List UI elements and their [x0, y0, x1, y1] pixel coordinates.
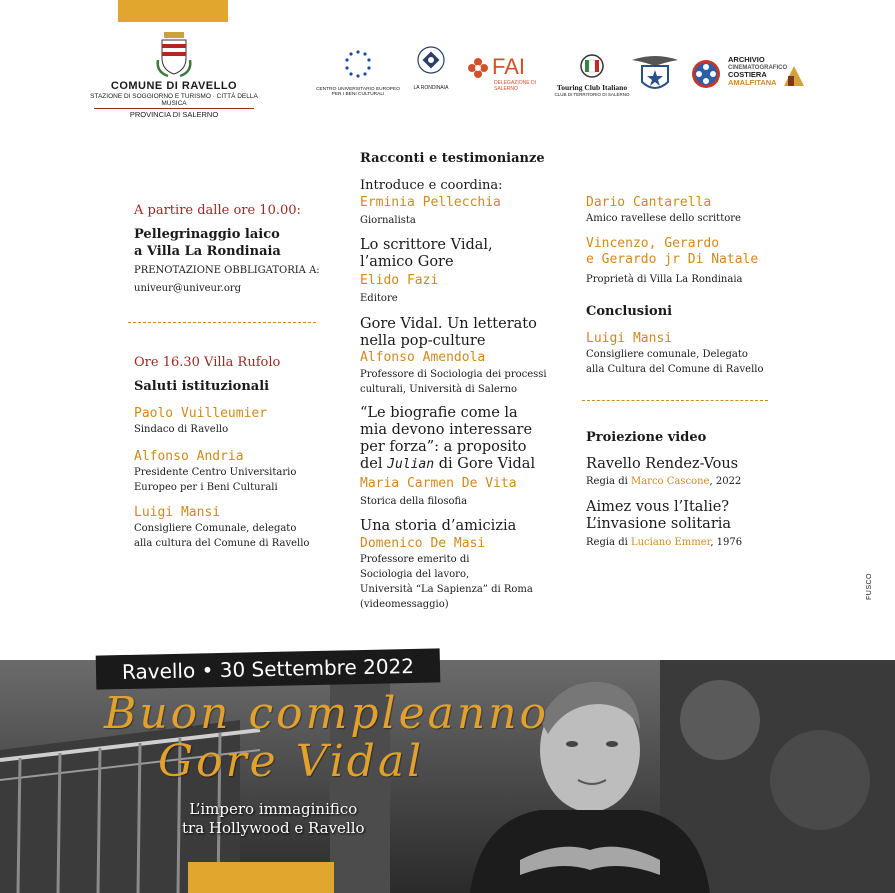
comune-subtitle: STAZIONE DI SOGGIORNO E TURISMO · CITTÀ DELLA MUSICA [90, 93, 258, 107]
tci-name: Touring Club Italiano [556, 83, 628, 92]
talk-4-title: Una storia d’amicizia [360, 518, 517, 534]
talk-2-title [360, 316, 537, 350]
subtitle-line-1: L’impero immaginifico [189, 800, 358, 818]
speaker-item [134, 505, 309, 551]
event-subtitle [182, 800, 365, 838]
archivio-line-1: ARCHIVIO [728, 55, 765, 64]
speaker-item [134, 449, 296, 495]
julian-title: Julian [387, 457, 435, 472]
talk-2-line: Gore Vidal. Un letterato [360, 316, 537, 332]
comune-name: COMUNE DI RAVELLO [110, 80, 238, 92]
talk-2-role-line: Professore di Sociologia dei processi [360, 369, 547, 380]
talk-3-line: per forza”: a proposito [360, 439, 527, 455]
pilgrimage-line-1: Pellegrinaggio laico [134, 227, 280, 242]
right-speaker-2-line: Vincenzo, Gerardo [586, 236, 720, 251]
fai-flower-icon [466, 56, 490, 80]
talk-1-title [360, 237, 493, 271]
film-2-director: Luciano Emmer [630, 537, 711, 548]
title-line-1: Buon compleanno [104, 688, 550, 739]
cai-eagle-star-icon [630, 52, 680, 96]
greetings-title: Saluti istituzionali [134, 379, 270, 394]
film-1-title: Ravello Rendez-Vous [586, 456, 739, 472]
touring-club-logo [552, 54, 632, 97]
rondinaia-logo [406, 44, 456, 91]
eu-centre-logo [312, 48, 404, 97]
talk-1-line: l’amico Gore [360, 254, 454, 270]
film-1-director: Marco Cascone [630, 476, 710, 487]
talk-4-role-line: Sociologia del lavoro, [360, 569, 470, 580]
talk-3-title [360, 405, 535, 473]
right-speaker-2-line: e Gerardo jr Di Natale [586, 252, 759, 267]
archivio-line-2: CINEMATOGRAFICO [728, 65, 788, 71]
right-divider [582, 400, 768, 401]
comune-divider [94, 108, 254, 109]
afternoon-time: Ore 16.30 Villa Rufolo [134, 355, 281, 370]
speaker-name: Alfonso Andria [134, 449, 244, 464]
film-2-title [586, 499, 731, 533]
speaker-role: alla cultura del Comune di Ravello [134, 538, 310, 549]
eu-centre-text: CENTRO UNIVERSITARIO EUROPEO PER I BENI CULTURALI [316, 87, 400, 97]
intro-name: Erminia Pellecchia [360, 195, 501, 210]
tci-subtitle: CLUB DI TERRITORIO DI SALERNO [554, 92, 630, 97]
speaker-name: Luigi Mansi [134, 505, 221, 520]
rondinaia-emblem-icon [416, 44, 446, 78]
archivio-line-4: AMALFITANA [728, 78, 777, 87]
talk-3-role: Storica della filosofia [360, 496, 468, 507]
conclusions-role-line: alla Cultura del Comune di Ravello [586, 364, 764, 375]
talk-3-speaker: Maria Carmen De Vita [360, 476, 517, 491]
ravello-crest-icon [154, 30, 194, 78]
speaker-role: Sindaco di Ravello [134, 424, 229, 435]
talk-2-role [360, 367, 547, 397]
morning-time: A partire dalle ore 10.00: [134, 203, 301, 218]
conclusions-title: Conclusioni [586, 304, 673, 319]
tci-shield-icon [579, 54, 605, 78]
fai-delegation: DELEGAZIONE DI SALERNO [494, 80, 536, 92]
eu-stars-icon [338, 48, 378, 80]
talk-3-line: mia devono interessare [360, 422, 533, 438]
conclusions-role [586, 347, 763, 377]
film-2-line: L’invasione solitaria [586, 516, 732, 532]
talk-4-role-line: Università “La Sapienza” di Roma [360, 584, 533, 595]
talk-4-role-line: Professore emerito di [360, 554, 470, 565]
top-accent-bar [118, 0, 228, 22]
talk-2-role-line: culturali, Università di Salerno [360, 384, 518, 395]
speaker-role: Presidente Centro Universitario [134, 467, 297, 478]
rondinaia-text: LA RONDINAIA [413, 85, 449, 91]
speaker-item [134, 406, 267, 437]
talk-2-speaker: Alfonso Amendola [360, 350, 486, 365]
film-1-credit: Regia di Marco Cascone, 2022 [586, 476, 742, 487]
pilgrimage-line-2: a Villa La Rondinaia [134, 244, 281, 259]
left-divider [128, 322, 316, 323]
stories-title: Racconti e testimonianze [360, 151, 545, 166]
booking-email[interactable]: univeur@univeur.org [134, 283, 242, 294]
archivio-line-3: COSTIERA [728, 70, 767, 79]
conclusions-role-line: Consigliere comunale, Delegato [586, 349, 748, 360]
speaker-role: Europeo per i Beni Culturali [134, 482, 278, 493]
intro-label: Introduce e coordina: [360, 178, 503, 193]
talk-4-role [360, 552, 533, 612]
right-speaker-1-name: Dario Cantarella [586, 195, 712, 210]
subtitle-line-2: tra Hollywood e Ravello [182, 819, 365, 837]
talk-1-role: Editore [360, 293, 398, 304]
talk-1-speaker: Elido Fazi [360, 273, 439, 288]
talk-1-line: Lo scrittore Vidal, [360, 237, 493, 253]
talk-4-speaker: Domenico De Masi [360, 536, 486, 551]
speaker-name: Paolo Vuilleumier [134, 406, 268, 421]
talk-3-line: “Le biografie come la [360, 405, 518, 421]
video-title: Proiezione video [586, 430, 707, 445]
speaker-role: Consigliere Comunale, delegato [134, 523, 297, 534]
comune-province: PROVINCIA DI SALERNO [129, 110, 219, 119]
right-speaker-2-name [586, 236, 758, 268]
talk-3-line: del Julian di Gore Vidal [360, 456, 536, 472]
designer-credit: FUSCO [866, 573, 873, 600]
comune-logo [84, 30, 264, 119]
intro-role: Giornalista [360, 215, 416, 226]
talk-2-line: nella pop-culture [360, 333, 486, 349]
film-2-line: Aimez vous l’Italie? [586, 499, 730, 515]
cai-logo [630, 52, 680, 101]
bottom-accent-bar [188, 862, 334, 893]
talk-4-role-line: (videomessaggio) [360, 599, 449, 610]
right-speaker-2-role: Proprietà di Villa La Rondinaia [586, 274, 743, 285]
booking-note: PRENOTAZIONE OBBLIGATORIA A: [134, 265, 320, 276]
title-line-2: Gore Vidal [158, 736, 425, 787]
right-speaker-1-role: Amico ravellese dello scrittore [586, 213, 741, 224]
pilgrimage-title [134, 226, 281, 260]
conclusions-speaker: Luigi Mansi [586, 331, 673, 346]
fai-wordmark: FAI [492, 54, 526, 79]
event-date-label: Ravello • 30 Settembre 2022 [96, 648, 441, 689]
film-2-credit: Regia di Luciano Emmer, 1976 [586, 537, 743, 548]
